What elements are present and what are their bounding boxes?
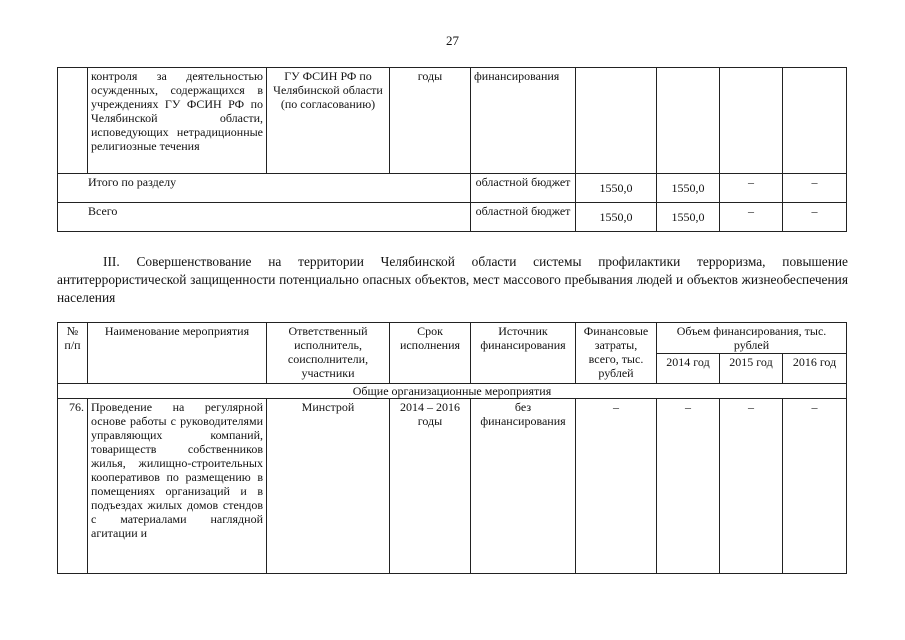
measure-cell: контроля за деятельностью осужденных, содержащихся в учреждениях ГУ ФСИН РФ по Челябинской области, исповедующих нетрадиционные религиозные течения: [88, 68, 267, 174]
y2016-cell: [783, 68, 847, 174]
row-num: 76.: [58, 399, 88, 574]
row-costs: –: [576, 399, 657, 574]
section-total-2016: –: [783, 174, 847, 203]
costs-cell: [576, 68, 657, 174]
header-costs: Финансовые затраты, всего, тыс. рублей: [576, 323, 657, 384]
header-row: [58, 323, 847, 354]
group-title-row: [58, 384, 847, 399]
top-table: [57, 67, 847, 232]
row-2014: –: [657, 399, 720, 574]
grand-total-2016: –: [783, 203, 847, 232]
group-title: Общие организационные мероприятия: [58, 384, 847, 399]
grand-total-source: областной бюджет: [471, 203, 576, 232]
table-row-continued: [58, 68, 847, 174]
table-row-76: [58, 399, 847, 574]
section-total-source: областной бюджет: [471, 174, 576, 203]
executor-cell: ГУ ФСИН РФ по Челябинской области (по согласованию): [267, 68, 390, 174]
y2015-cell: [720, 68, 783, 174]
grand-total-2014: 1550,0: [657, 203, 720, 232]
num-cell: [58, 68, 88, 174]
header-2014: 2014 год: [657, 354, 720, 384]
row-executor: Минстрой: [267, 399, 390, 574]
main-table: [57, 322, 847, 574]
row-source: без финансирования: [471, 399, 576, 574]
table-row-section-total: [58, 174, 847, 203]
header-2015: 2015 год: [720, 354, 783, 384]
header-num: № п/п: [58, 323, 88, 384]
section-total-costs: 1550,0: [576, 174, 657, 203]
row-2016: –: [783, 399, 847, 574]
row-measure: Проведение на регулярной основе работы с руководителями управляющих компаний, товариществ собственников жилья, жилищно-строительных кооперативов по размещению в помещениях организаций и в подъездах жилых домов стендов с материалами наглядной агитации и: [88, 399, 267, 574]
y2014-cell: [657, 68, 720, 174]
header-source: Источник финансирования: [471, 323, 576, 384]
header-term: Срок исполнения: [390, 323, 471, 384]
row-2015: –: [720, 399, 783, 574]
section-total-2014: 1550,0: [657, 174, 720, 203]
section-total-label: Итого по разделу: [58, 174, 471, 203]
header-executor: Ответственный исполнитель, соисполнители, участники: [267, 323, 390, 384]
header-volume: Объем финансирования, тыс. рублей: [657, 323, 847, 354]
table-row-grand-total: [58, 203, 847, 232]
grand-total-2015: –: [720, 203, 783, 232]
section-total-2015: –: [720, 174, 783, 203]
grand-total-label: Всего: [58, 203, 471, 232]
header-measure: Наименование мероприятия: [88, 323, 267, 384]
header-2016: 2016 год: [783, 354, 847, 384]
row-term: 2014 – 2016 годы: [390, 399, 471, 574]
section-heading: III. Совершенствование на территории Челябинской области системы профилактики терроризма, повышение антитеррористической защищенности потенциально опасных объектов, мест массового пребывания людей и объектов жизнеобеспечения населения: [57, 254, 848, 305]
source-cell: финансирования: [471, 68, 576, 174]
grand-total-costs: 1550,0: [576, 203, 657, 232]
term-cell: годы: [390, 68, 471, 174]
page-number: 27: [446, 33, 459, 48]
